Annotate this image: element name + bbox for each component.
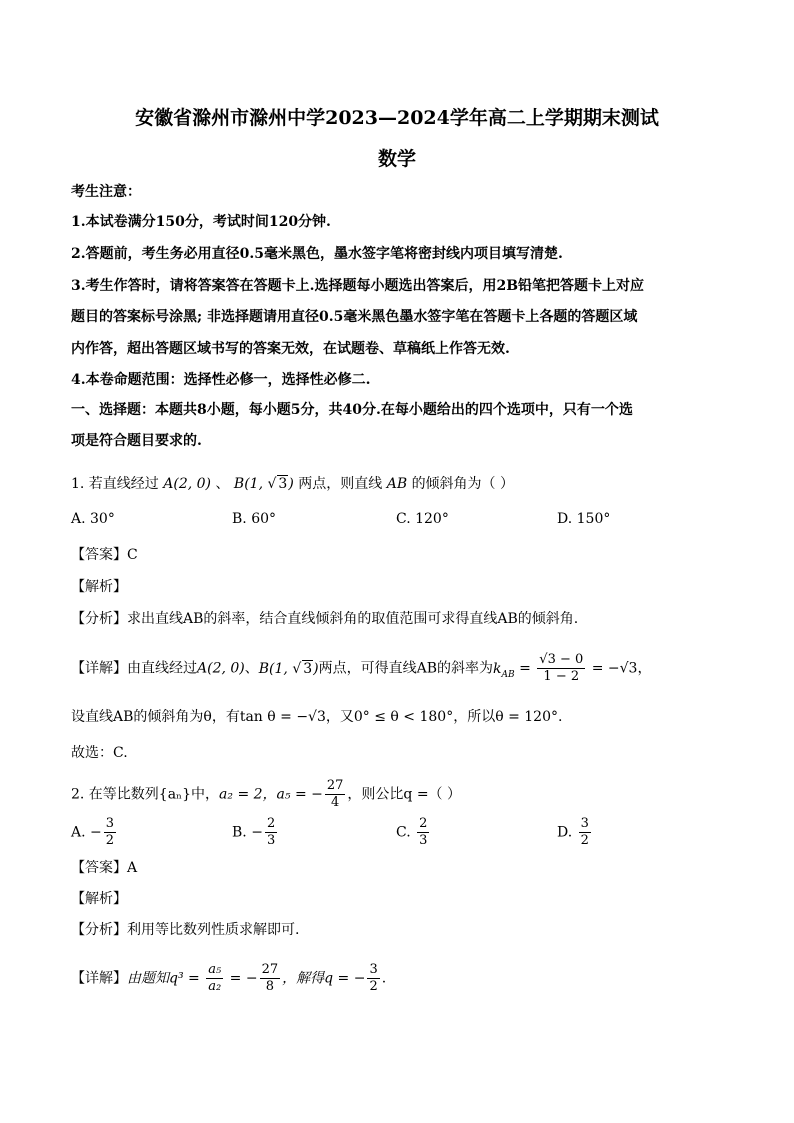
q1-mid: 两点，则直线 <box>298 476 383 492</box>
q1-slope-fraction: $\frac{√3 - 0}{1 - 2}$ <box>539 652 584 684</box>
q1-choose: 故选：C. <box>71 745 128 761</box>
q2-detail: 【详解】由题知q³ = $\frac{\text{a₅}}{\text{a₂}}$ = − $\frac{27}{8}$ ，解得q = − $\frac{3}{2}$ . <box>71 962 387 994</box>
q2-analysis-label: 【解析】 <box>71 891 127 907</box>
q1-option-a: A. 30° <box>71 511 115 527</box>
question-1 <box>71 474 514 494</box>
q1-point-a: A(2, 0) <box>163 476 212 492</box>
question-2: 2. 在等比数列{aₙ}中，a₂ = 2，a₅ = − $\frac{27}{4}$ ，则公比q =（ ） <box>71 778 461 810</box>
document-subtitle: 数学 <box>377 148 416 170</box>
q1-detail: 【详解】由直线经过A(2, 0)、B(1, √ 3)两点，可得直线AB的斜率为$k_{AB}$ = $\frac{√3 - 0}{1 - 2}$ = −√3， <box>71 652 652 684</box>
q1-ab: AB <box>386 476 408 492</box>
answer-value: C <box>127 547 138 563</box>
q1-detail-line2: 设直线AB的倾斜角为θ，有tan θ = −√3，又0° ≤ θ < 180°，所以θ = 120°. <box>71 709 563 725</box>
q1-fenxi: 【分析】求出直线AB的斜率，结合直线倾斜角的取值范围可求得直线AB的倾斜角. <box>71 611 579 627</box>
notice-item-3-cont2: 内作答，超出答题区域书写的答案无效，在试题卷、草稿纸上作答无效. <box>71 341 510 357</box>
q1-prefix: 1. 若直线经过 <box>71 476 159 492</box>
notice-item-3-cont: 题目的答案标号涂黑; 非选择题请用直径0.5毫米黑色墨水签字笔在答题卡上各题的答题区域 <box>71 309 638 325</box>
q1-suffix: 的倾斜角为（ ） <box>411 476 515 492</box>
q1-point-b: B(1, √ 3) <box>233 476 294 492</box>
q2-option-b: B. − $\frac{2}{3}$ <box>232 816 276 848</box>
q2-option-d: D. $\frac{3}{2}$ <box>557 816 589 848</box>
q2-option-c: C. $\frac{2}{3}$ <box>396 816 428 848</box>
document-title: 安徽省滁州市滁州中学2023—2024学年高二上学期期末测试 <box>135 107 659 129</box>
q1-analysis-label: 【解析】 <box>71 579 127 595</box>
notice-item-2: 2.答题前，考生务必用直径0.5毫米黑色，墨水签字笔将密封线内项目填写清楚. <box>71 246 563 262</box>
notice-item-3: 3.考生作答时，请将答案答在答题卡上.选择题每小题选出答案后，用2B铅笔把答题卡上对应 <box>71 278 645 294</box>
q2-fenxi: 【分析】利用等比数列性质求解即可. <box>71 922 300 938</box>
q1-answer <box>71 545 138 565</box>
q1-option-b: B. 60° <box>232 511 277 527</box>
q2-answer: 【答案】A <box>71 860 138 876</box>
q1-option-c: C. 120° <box>396 511 449 527</box>
section-heading-cont: 项是符合题目要求的. <box>71 433 202 449</box>
q2-option-a: A. − $\frac{3}{2}$ <box>71 816 115 848</box>
q1-sep: 、 <box>215 476 230 492</box>
notice-item-1: 1.本试卷满分150分，考试时间120分钟. <box>71 214 331 230</box>
answer-label: 【答案】 <box>71 547 127 563</box>
q1-option-d: D. 150° <box>557 511 611 527</box>
notice-heading: 考生注意： <box>71 184 141 200</box>
section-heading: 一、选择题：本题共8小题，每小题5分，共40分.在每小题给出的四个选项中，只有一个选 <box>71 402 633 418</box>
notice-item-4: 4.本卷命题范围：选择性必修一，选择性必修二. <box>71 372 371 388</box>
